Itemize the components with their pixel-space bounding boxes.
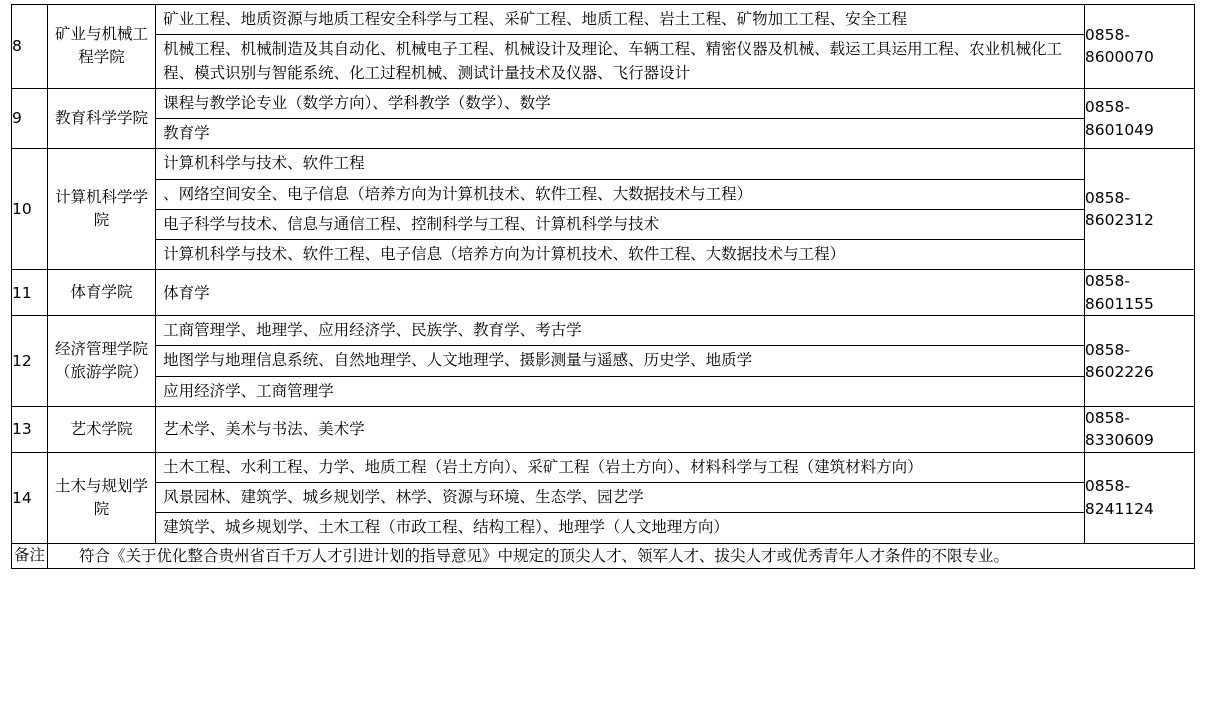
row-phone — [1084, 149, 1194, 270]
table-row — [12, 5, 1195, 89]
note-text: 符合《关于优化整合贵州省百千万人才引进计划的指导意见》中规定的顶尖人才、领军人才、拔尖人才或优秀青年人才条件的不限专业。 — [48, 543, 1195, 569]
phone-line-2: 8241124 — [1084, 499, 1154, 518]
table-row — [12, 149, 1195, 270]
phone-line-1: 0858- — [1084, 188, 1130, 207]
table-body — [12, 5, 1195, 569]
row-majors — [156, 316, 1085, 407]
major-line: 建筑学、城乡规划学、土木工程（市政工程、结构工程）、地理学（人文地理方向） — [163, 518, 729, 537]
row-majors — [156, 5, 1085, 89]
phone-line-2: 8600070 — [1084, 48, 1154, 67]
row-phone — [1084, 406, 1194, 452]
major-line: 计算机科学与技术、软件工程 — [156, 149, 1084, 179]
phone-line-2: 8602226 — [1084, 363, 1154, 382]
major-line: 教育学 — [163, 124, 210, 142]
row-college: 计算机科学学院 — [48, 149, 156, 270]
majors-list — [156, 453, 1084, 543]
phone-line-1: 0858- — [1084, 98, 1130, 117]
row-index: 14 — [12, 452, 48, 543]
row-college: 教育科学学院 — [48, 88, 156, 149]
row-college: 经济管理学院（旅游学院） — [48, 316, 156, 407]
row-index: 12 — [12, 316, 48, 407]
row-college: 体育学院 — [48, 270, 156, 316]
majors-list — [156, 89, 1084, 149]
majors-list — [156, 149, 1084, 269]
row-college: 土木与规划学院 — [48, 452, 156, 543]
major-line: 艺术学、美术与书法、美术学 — [163, 420, 365, 439]
row-majors — [156, 149, 1085, 270]
note-row — [12, 543, 1195, 569]
row-college: 矿业与机械工程学院 — [48, 5, 156, 89]
phone-line-1: 0858- — [1084, 408, 1130, 427]
table-row — [12, 406, 1195, 452]
row-index: 9 — [12, 88, 48, 149]
major-line: 应用经济学、工商管理学 — [163, 381, 334, 400]
table-row — [12, 316, 1195, 407]
recruitment-table — [11, 4, 1195, 569]
row-phone — [1084, 316, 1194, 407]
phone-line-1: 0858- — [1084, 340, 1130, 359]
row-college: 艺术学院 — [48, 406, 156, 452]
majors-list — [156, 5, 1084, 88]
phone-line-2: 8601155 — [1084, 294, 1154, 313]
row-majors — [156, 406, 1085, 452]
table-row — [12, 452, 1195, 543]
major-line: 地图学与地理信息系统、自然地理学、人文地理学、摄影测量与遥感、历史学、地质学 — [156, 346, 1084, 376]
row-majors — [156, 270, 1085, 316]
major-line: 、网络空间安全、电子信息（培养方向为计算机技术、软件工程、大数据技术与工程） — [156, 179, 1084, 209]
major-line: 矿业工程、地质资源与地质工程安全科学与工程、采矿工程、地质工程、岩土工程、矿物加工工程、安全工程 — [156, 5, 1084, 35]
row-phone — [1084, 5, 1194, 89]
majors-list — [156, 316, 1084, 406]
major-line: 土木工程、水利工程、力学、地质工程（岩土方向）、采矿工程（岩土方向）、材料科学与工程（建筑材料方向） — [156, 453, 1084, 483]
row-index: 10 — [12, 149, 48, 270]
phone-line-1: 0858- — [1084, 25, 1130, 44]
row-index: 8 — [12, 5, 48, 89]
note-label: 备注 — [12, 543, 48, 569]
row-index: 13 — [12, 406, 48, 452]
major-line: 工商管理学、地理学、应用经济学、民族学、教育学、考古学 — [156, 316, 1084, 346]
row-majors — [156, 452, 1085, 543]
major-line: 课程与教学论专业（数学方向）、学科教学（数学）、数学 — [156, 89, 1084, 119]
major-line: 计算机科学与技术、软件工程、电子信息（培养方向为计算机技术、软件工程、大数据技术与工程） — [163, 245, 846, 263]
phone-line-2: 8601049 — [1084, 120, 1154, 139]
major-line: 风景园林、建筑学、城乡规划学、林学、资源与环境、生态学、园艺学 — [156, 483, 1084, 513]
phone-line-1: 0858- — [1084, 477, 1130, 496]
phone-line-2: 8330609 — [1084, 431, 1154, 450]
major-line: 体育学 — [163, 283, 210, 302]
table-row — [12, 270, 1195, 316]
major-line: 机械工程、机械制造及其自动化、机械电子工程、机械设计及理论、车辆工程、精密仪器及机械、载运工具运用工程、农业机械化工程、模式识别与智能系统、化工过程机械、测试计量技术及仪器、飞行器设计 — [163, 40, 1063, 82]
phone-line-1: 0858- — [1084, 272, 1130, 291]
table-row — [12, 88, 1195, 149]
row-phone — [1084, 88, 1194, 149]
row-index: 11 — [12, 270, 48, 316]
row-phone — [1084, 452, 1194, 543]
major-line: 电子科学与技术、信息与通信工程、控制科学与工程、计算机科学与技术 — [156, 209, 1084, 239]
row-phone — [1084, 270, 1194, 316]
phone-line-2: 8602312 — [1084, 211, 1154, 230]
row-majors — [156, 88, 1085, 149]
